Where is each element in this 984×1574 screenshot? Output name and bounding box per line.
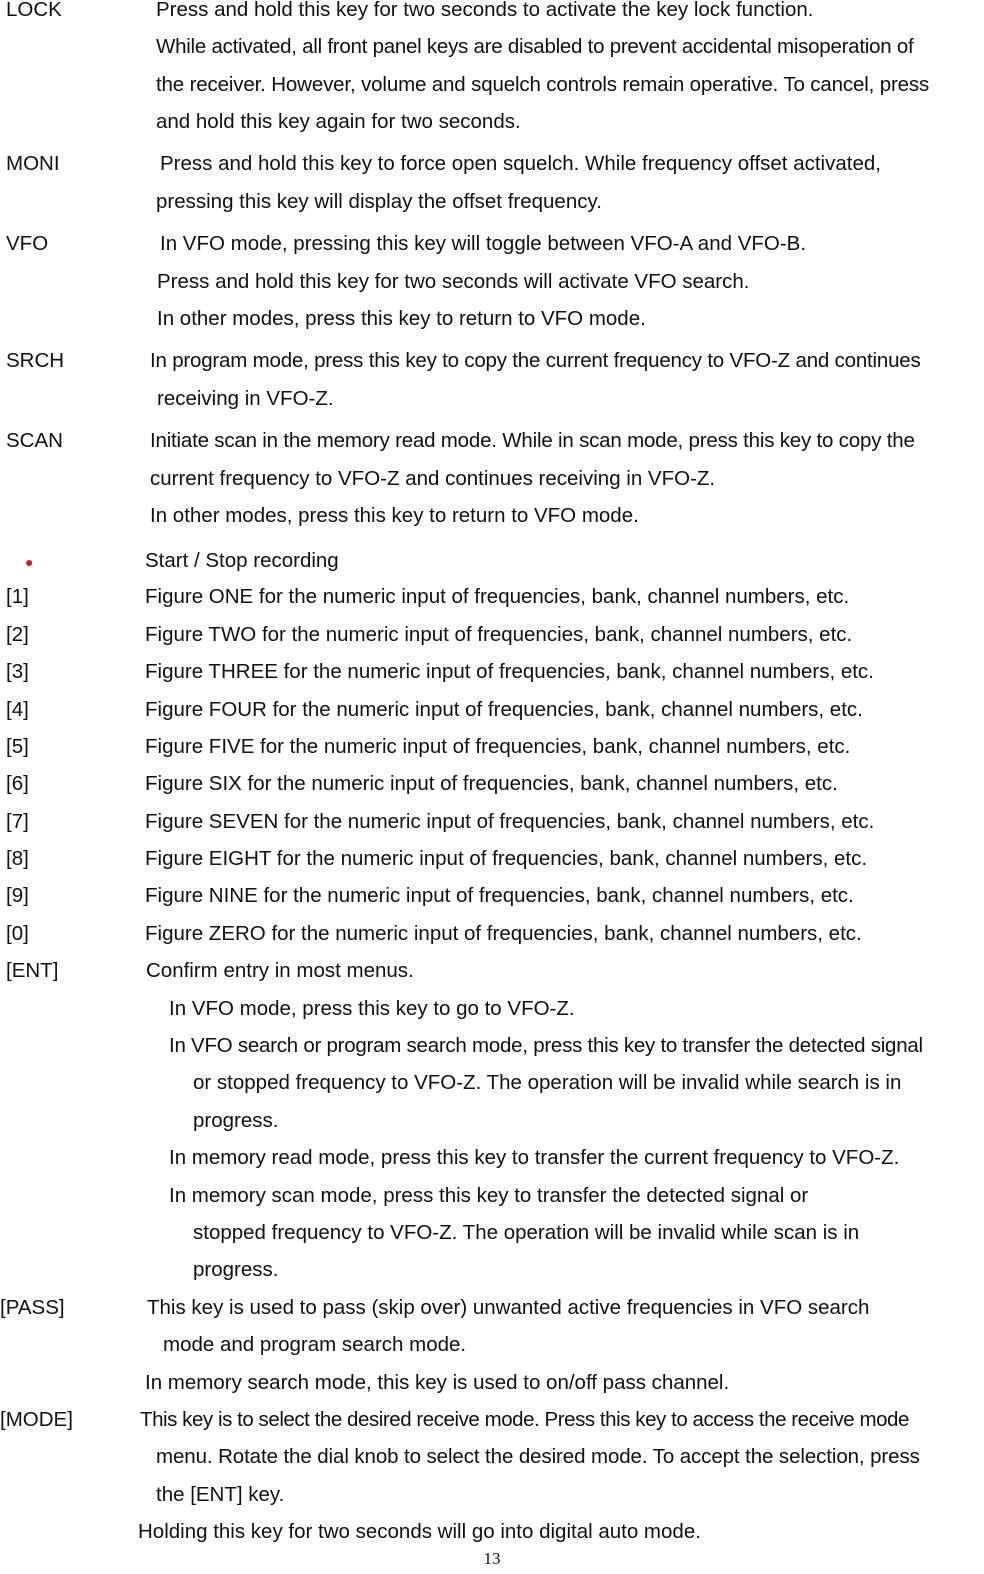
key-desc-line: In program mode, press this key to copy the current frequency to VFO-Z and continues — [150, 349, 921, 372]
key-desc-line: Press and hold this key to force open squelch. While frequency offset activated, — [160, 152, 881, 175]
key-label-mode: [MODE] — [0, 1408, 73, 1431]
key-desc-line: progress. — [193, 1258, 279, 1281]
key-desc-line: Figure FOUR for the numeric input of frequencies, bank, channel numbers, etc. — [145, 698, 863, 721]
key-desc-line: menu. Rotate the dial knob to select the desired mode. To accept the selection, press — [156, 1445, 920, 1468]
key-desc-line: or stopped frequency to VFO-Z. The operation will be invalid while search is in — [193, 1071, 902, 1094]
key-label-8: [8] — [6, 847, 29, 870]
key-label-scan: SCAN — [6, 429, 63, 452]
key-label-vfo: VFO — [6, 232, 49, 255]
key-desc-line: Press and hold this key for two seconds to activate the key lock function. — [156, 0, 814, 21]
key-desc-line: progress. — [193, 1109, 279, 1132]
page-number: 13 — [483, 1549, 501, 1568]
key-desc-line: In memory scan mode, press this key to transfer the detected signal or — [169, 1184, 809, 1207]
key-label-pass: [PASS] — [0, 1296, 65, 1319]
key-desc-line: stopped frequency to VFO-Z. The operation will be invalid while scan is in — [193, 1221, 860, 1244]
key-label-1: [1] — [6, 585, 29, 608]
key-desc-line: receiving in VFO-Z. — [157, 387, 334, 410]
key-label-7: [7] — [6, 810, 29, 833]
key-desc-line: Figure SEVEN for the numeric input of frequencies, bank, channel numbers, etc. — [145, 810, 875, 833]
key-label-5: [5] — [6, 735, 29, 758]
key-label-moni: MONI — [6, 152, 60, 175]
key-desc-line: In VFO mode, press this key to go to VFO-Z. — [169, 997, 575, 1020]
key-desc-line: In VFO search or program search mode, press this key to transfer the detected signal — [169, 1034, 923, 1057]
key-label-3: [3] — [6, 660, 29, 683]
key-desc-line: Figure NINE for the numeric input of frequencies, bank, channel numbers, etc. — [145, 884, 854, 907]
key-desc-line: Figure THREE for the numeric input of frequencies, bank, channel numbers, etc. — [145, 660, 874, 683]
key-desc-line: the receiver. However, volume and squelch controls remain operative. To cancel, press — [156, 73, 930, 96]
key-desc-line: Holding this key for two seconds will go into digital auto mode. — [138, 1520, 701, 1543]
key-desc-line: In VFO mode, pressing this key will toggle between VFO-A and VFO-B. — [160, 232, 807, 255]
key-label-srch: SRCH — [6, 349, 65, 372]
key-label-lock: LOCK — [6, 0, 62, 21]
key-desc-line: pressing this key will display the offset frequency. — [156, 190, 602, 213]
key-desc-line: Initiate scan in the memory read mode. While in scan mode, press this key to copy the — [150, 429, 915, 452]
key-desc-line: In other modes, press this key to return to VFO mode. — [157, 307, 646, 330]
key-desc-line: In memory read mode, press this key to transfer the current frequency to VFO-Z. — [169, 1146, 900, 1169]
key-desc-line: This key is to select the desired receive mode. Press this key to access the receive mode — [140, 1408, 909, 1431]
key-desc-line: mode and program search mode. — [163, 1333, 467, 1356]
key-desc-line: Figure ZERO for the numeric input of frequencies, bank, channel numbers, etc. — [145, 922, 862, 945]
key-desc-line: Start / Stop recording — [145, 549, 339, 572]
key-desc-line: Confirm entry in most menus. — [146, 959, 414, 982]
key-label-9: [9] — [6, 884, 29, 907]
key-desc-line: Figure SIX for the numeric input of frequencies, bank, channel numbers, etc. — [145, 772, 838, 795]
key-label-0: [0] — [6, 922, 29, 945]
key-label-6: [6] — [6, 772, 29, 795]
key-desc-line: and hold this key again for two seconds. — [156, 110, 521, 133]
key-desc-line: Figure EIGHT for the numeric input of frequencies, bank, channel numbers, etc. — [145, 847, 868, 870]
key-label-4: [4] — [6, 698, 29, 721]
key-desc-line: While activated, all front panel keys are disabled to prevent accidental misoperation of — [156, 35, 914, 58]
key-desc-line: Figure ONE for the numeric input of frequencies, bank, channel numbers, etc. — [145, 585, 850, 608]
key-label-ent: [ENT] — [6, 959, 59, 982]
key-desc-line: Figure FIVE for the numeric input of frequencies, bank, channel numbers, etc. — [145, 735, 851, 758]
key-desc-line: This key is used to pass (skip over) unwanted active frequencies in VFO search — [147, 1296, 870, 1319]
key-desc-line: In other modes, press this key to return to VFO mode. — [150, 504, 639, 527]
key-desc-line: current frequency to VFO-Z and continues receiving in VFO-Z. — [150, 467, 716, 490]
key-desc-line: Figure TWO for the numeric input of frequencies, bank, channel numbers, etc. — [145, 623, 853, 646]
key-desc-line: In memory search mode, this key is used to on/off pass channel. — [145, 1371, 730, 1394]
key-desc-line: the [ENT] key. — [156, 1483, 285, 1506]
key-label-2: [2] — [6, 623, 29, 646]
record-dot-icon: ● — [25, 554, 34, 570]
key-desc-line: Press and hold this key for two seconds will activate VFO search. — [157, 270, 750, 293]
